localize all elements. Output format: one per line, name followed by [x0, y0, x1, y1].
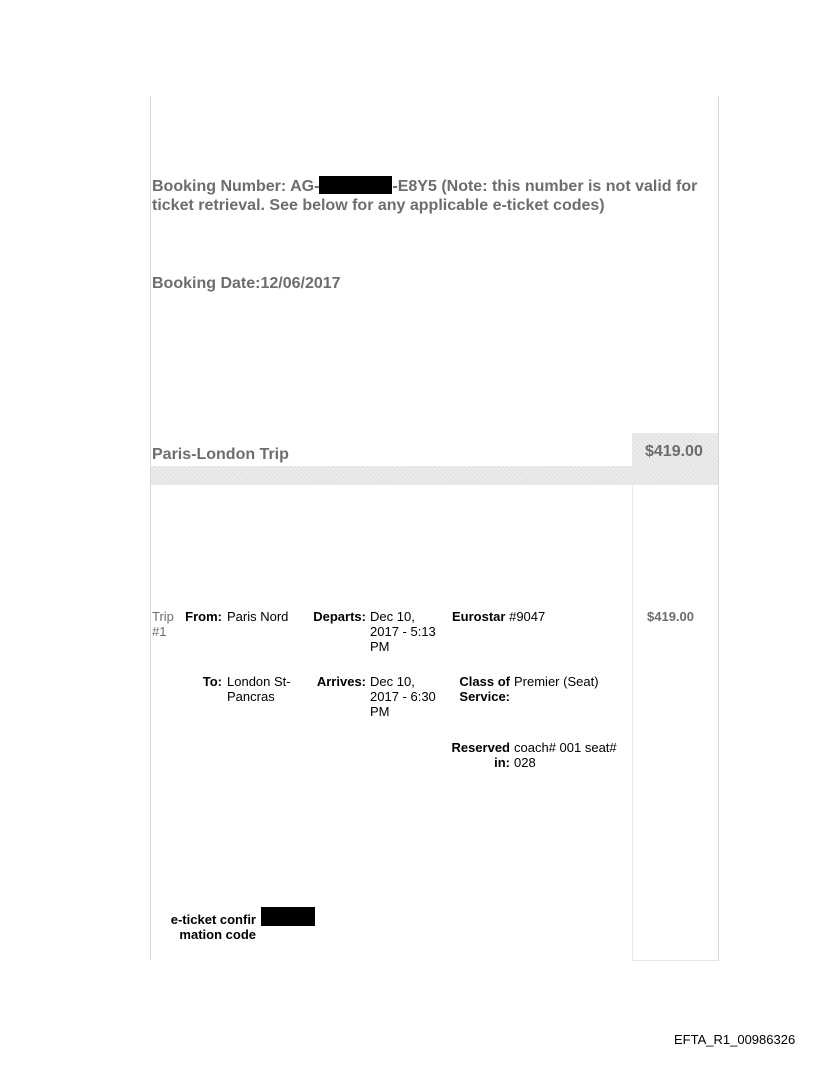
- reserved-value: coach# 001 seat# 028: [514, 740, 617, 770]
- class-of-service-label: Class of Service:: [459, 674, 510, 704]
- arrives-label: Arrives:: [316, 674, 366, 689]
- eticket-label: e-ticket confirmation code: [170, 912, 256, 942]
- booking-date-value: 12/06/2017: [260, 275, 341, 292]
- frame-left-border: [150, 96, 151, 960]
- class-of-service-value: Premier (Seat): [514, 674, 599, 689]
- redacted-block: [319, 176, 392, 194]
- train-info: [452, 609, 545, 624]
- departs-label: Departs:: [313, 609, 366, 624]
- trip-header-price: $419.00: [645, 443, 703, 460]
- trip-price: $419.00: [647, 609, 694, 624]
- train-operator: Eurostar: [452, 609, 506, 624]
- arrives-value: Dec 10, 2017 - 6:30 PM: [370, 674, 436, 719]
- trip-title: Paris-London Trip: [152, 446, 289, 463]
- eticket-code-redacted: [261, 907, 315, 926]
- document-id: EFTA_R1_00986326: [674, 1032, 796, 1047]
- frame-right-border: [718, 96, 719, 960]
- booking-number: [152, 176, 712, 215]
- trip-number-label: Trip #1: [152, 609, 174, 639]
- departs-value: Dec 10, 2017 - 5:13 PM: [370, 609, 436, 654]
- booking-number-suffix: -E8Y5 (Note: this number is not valid for ticket retrieval. See below for any applicable e-ticket codes): [152, 178, 698, 214]
- train-number: #9047: [509, 609, 546, 624]
- reserved-label: Reserved in:: [451, 740, 510, 770]
- trip-header-band: [151, 466, 718, 485]
- to-value: London St-Pancras: [227, 674, 291, 704]
- from-value: Paris Nord: [227, 609, 289, 624]
- from-label: From:: [185, 609, 222, 624]
- price-column-border: [632, 485, 633, 960]
- to-label: To:: [202, 674, 222, 689]
- booking-date: [152, 274, 341, 293]
- price-column-bottom-border: [632, 960, 719, 961]
- booking-date-label: Booking Date:: [152, 275, 261, 292]
- booking-number-prefix: Booking Number: AG-: [152, 178, 320, 195]
